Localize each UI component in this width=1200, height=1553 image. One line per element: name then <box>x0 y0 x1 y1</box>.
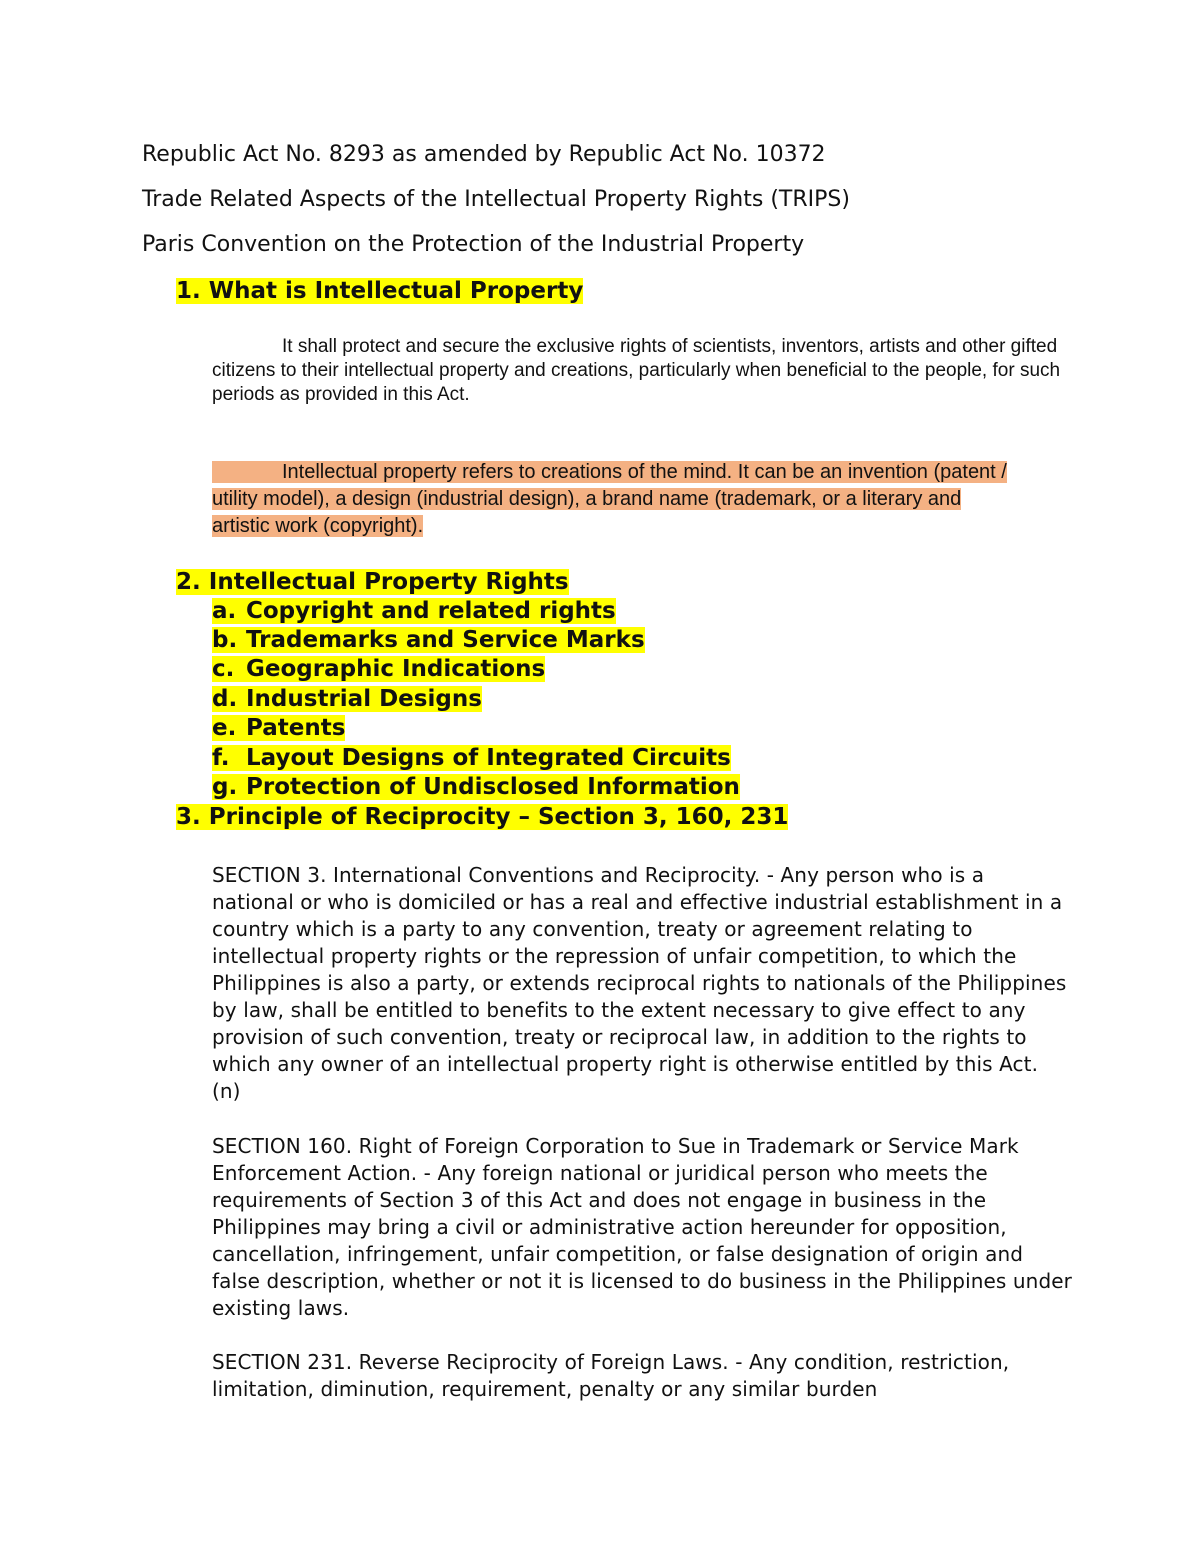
sublist-item-label: Trademarks and Service Marks <box>246 627 645 653</box>
list-marker: c. <box>212 656 235 682</box>
sublist-item-label: Geographic Indications <box>246 656 546 682</box>
list-marker: a. <box>212 598 237 624</box>
list-marker: e. <box>212 715 237 741</box>
list-marker: 2. <box>176 569 201 595</box>
list-item-title: Principle of Reciprocity – Section 3, 160, 231 <box>208 804 789 830</box>
list-marker: d. <box>212 686 238 712</box>
sublist-item-label: Layout Designs of Integrated Circuits <box>246 745 731 771</box>
heading-trips: Trade Related Aspects of the Intellectual Property Rights (TRIPS) <box>142 187 850 212</box>
sublist-item-label: Patents <box>246 715 346 741</box>
list-marker: b. <box>212 627 238 653</box>
list-item-title: Intellectual Property Rights <box>208 569 569 595</box>
list-marker: g. <box>212 774 238 800</box>
sublist-item-a <box>212 598 616 624</box>
sublist-item-c <box>212 656 545 682</box>
sublist-item-label: Protection of Undisclosed Information <box>246 774 740 800</box>
sublist-item-label: Copyright and related rights <box>246 598 616 624</box>
list-item-3 <box>176 804 788 830</box>
sublist-item-d <box>212 686 482 712</box>
sublist-item-label: Industrial Designs <box>246 686 482 712</box>
section-3-paragraph: SECTION 3. International Conventions and Reciprocity. - Any person who is a national or who is domiciled or has a real and effective industrial establishment in a country which is a party to any convention, treaty or agreement relating to intellectual property rights or the repression of unfair competition, to which the Philippines is also a party, or extends reciprocal rights to nationals of the Philippines by law, shall be entitled to benefits to the extent necessary to give effect to any provision of such convention, treaty or reciprocal law, in addition to the rights to which any owner of an intellectual property right is otherwise entitled by this Act. (n) <box>212 863 1067 1103</box>
paragraph-text: It shall protect and secure the exclusive rights of scientists, inventors, artists and other gifted citizens to their intellectual property and creations, particularly when beneficial to the people, for such periods as provided in this Act. <box>212 336 1061 405</box>
list-item-title: What is Intellectual Property <box>208 278 584 304</box>
section-231-paragraph: SECTION 231. Reverse Reciprocity of Foreign Laws. - Any condition, restriction, limitation, diminution, requirement, penalty or any similar burden <box>212 1350 1010 1401</box>
list-marker: 3. <box>176 804 201 830</box>
sublist-item-f <box>212 745 731 771</box>
list-marker: 1. <box>176 278 201 304</box>
sublist-item-b <box>212 627 645 653</box>
list-item-1 <box>176 278 583 304</box>
list-item-2 <box>176 569 569 595</box>
sublist-item-e <box>212 715 345 741</box>
section-160-paragraph: SECTION 160. Right of Foreign Corporation to Sue in Trademark or Service Mark Enforcement Action. - Any foreign national or juridical person who meets the requirements of Section 3 of this Act and does not engage in business in the Philippines may bring a civil or administrative action hereunder for opposition, cancellation, infringement, unfair competition, or false designation of origin and false description, whether or not it is licensed to do business in the Philippines under existing laws. <box>212 1134 1072 1320</box>
paragraph-text: Intellectual property refers to creations of the mind. It can be an invention (patent / utility model), a design (industrial design), a brand name (trademark, or a literary and artistic work (copyright). <box>212 461 1007 537</box>
paragraph-highlighted <box>212 459 1012 540</box>
heading-republic-act: Republic Act No. 8293 as amended by Republic Act No. 10372 <box>142 142 826 167</box>
list-marker: f. <box>212 745 230 771</box>
heading-paris-convention: Paris Convention on the Protection of the Industrial Property <box>142 232 805 257</box>
paragraph-definition <box>212 335 1072 407</box>
sublist-item-g <box>212 774 740 800</box>
